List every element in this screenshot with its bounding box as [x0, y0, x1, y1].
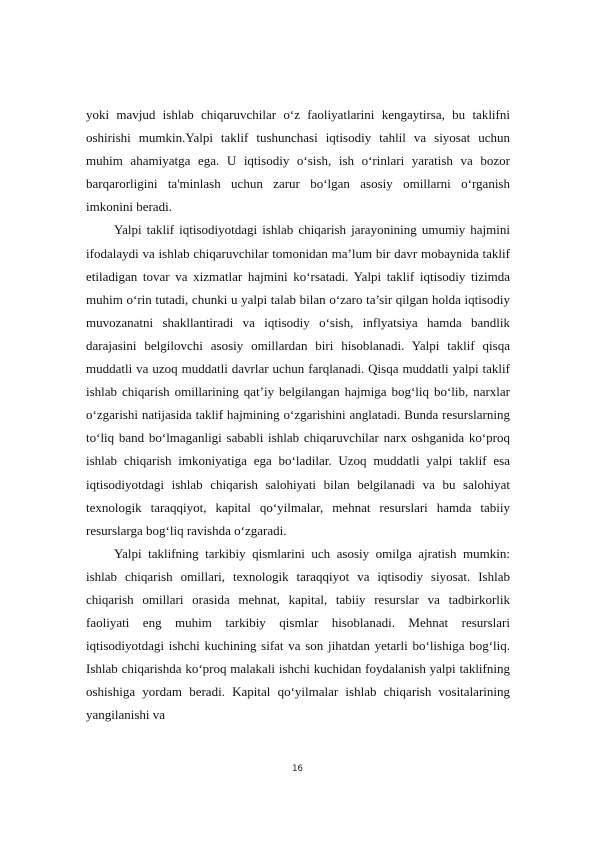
paragraph-components: Yalpi taklifning tarkibiy qismlarini uch asosiy omilga ajratish mumkin: ishlab chiqarish omillari, texnologik taraqqiyot va iqtisodiy siyosat. Ishlab chiqarish omillari orasida mehnat, kapital, tabiiy resurslar va tadbirkorlik faoliyati eng muhim tarkibiy qismlar hisoblanadi. Mehnat resurslari iqtisodiyotdagi ishchi kuchining sifat va son jihatdan yetarli bo‘lishiga bog‘liq. Ishlab chiqarishda ko‘proq malakali ishchi kuchidan foydalanish yalpi taklifning oshishiga yordam beradi. Kapital qo‘yilmalar ishlab chiqarish vositalarining yangilanishi va	[86, 545, 510, 723]
paragraph-aggregate-supply: Yalpi taklif iqtisodiyotdagi ishlab chiqarish jarayonining umumiy hajmini ifodalaydi va ishlab chiqaruvchilar tomonidan ma’lum bir davr mobaynida taklif etiladigan tovar va xizmatlar hajmini ko‘rsatadi. Yalpi taklif iqtisodiy tizimda muhim o‘rin tutadi, chunki u yalpi talab bilan o‘zaro ta’sir qilgan holda iqtisodiy muvozanatni shakllantiradi va iqtisodiy o‘sish, inflyatsiya hamda bandlik darajasini belgilovchi asosiy omillardan biri hisoblanadi. Yalpi taklif qisqa muddatli va uzoq muddatli davrlar uchun farqlanadi. Qisqa muddatli yalpi taklif ishlab chiqarish omillarining qat’iy belgilangan hajmiga bog‘liq bo‘lib, narxlar o‘zgarishi natijasida taklif hajmining o‘zgarishini anglatadi. Bunda resurslarning to‘liq band bo‘lmaganligi sababli ishlab chiqaruvchilar narx oshganida ko‘proq ishlab chiqarish imkoniyatiga ega bo‘ladilar. Uzoq muddatli yalpi taklif esa iqtisodiyotdagi ishlab chiqarish salohiyati bilan belgilanadi va bu salohiyat texnologik taraqqiyot, kapital qo‘yilmalar, mehnat resurslari hamda tabiiy resurslarga bog‘liq ravishda o‘zgaradi.	[86, 222, 510, 538]
document-body	[86, 103, 510, 727]
page-number: 16	[292, 764, 303, 774]
paragraph-continuation: yoki mavjud ishlab chiqaruvchilar o‘z faoliyatlarini kengaytirsa, bu taklifni oshirishi mumkin.Yalpi taklif tushunchasi iqtisodiy tahlil va siyosat uchun muhim ahamiyatga ega. U iqtisodiy o‘sish, ish o‘rinlari yaratish va bozor barqarorligini ta'minlash uchun zarur bo‘lgan asosiy omillarni o‘rganish imkonini beradi.	[86, 107, 510, 215]
